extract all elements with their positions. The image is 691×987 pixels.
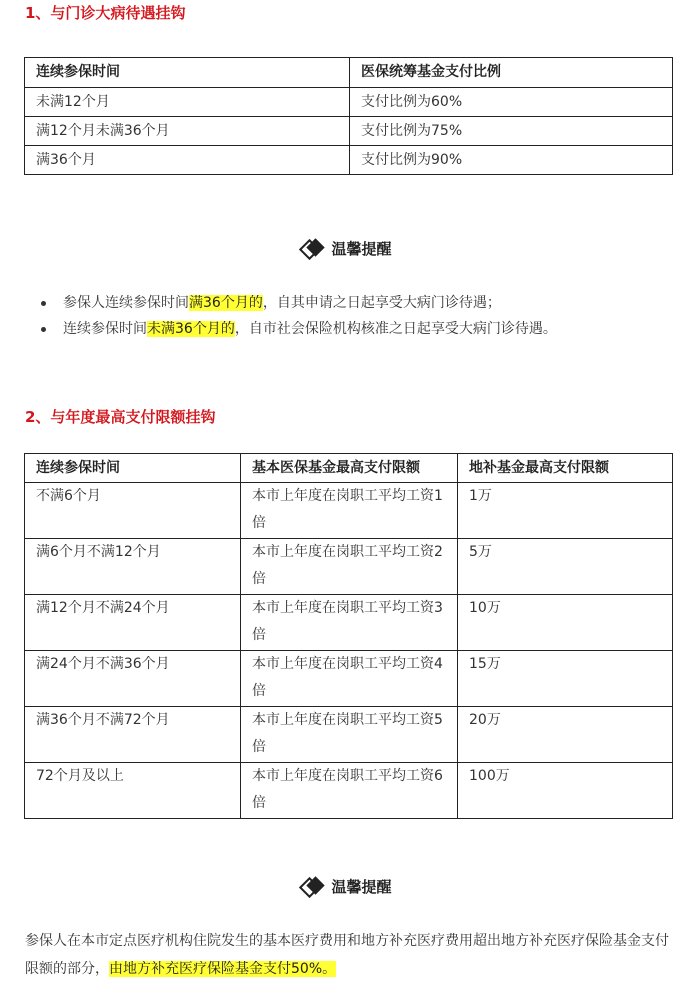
table-cell: 支付比例为75% (350, 117, 673, 146)
table-header-row (25, 454, 673, 483)
table-cell: 72个月及以上 (25, 763, 241, 819)
table-cell: 20万 (458, 707, 673, 763)
bullet-text: ，自市社会保险机构核准之日起享受大病门诊待遇。 (234, 321, 557, 337)
table-cell: 满36个月 (25, 146, 350, 175)
table-row (25, 483, 673, 539)
list-item (0, 290, 691, 316)
outpatient-ratio-table (24, 57, 673, 175)
table-header-cell: 连续参保时间 (25, 454, 241, 483)
table-cell: 满36个月不满72个月 (25, 707, 241, 763)
bullet-dot-icon (41, 327, 46, 332)
highlighted-text: 未满36个月的 (147, 321, 235, 337)
tip-title: 温馨提醒 (331, 240, 392, 258)
table-cell: 本市上年度在岗职工平均工资2倍 (241, 539, 458, 595)
diamond-icon (299, 877, 325, 895)
table-cell: 满12个月未满36个月 (25, 117, 350, 146)
tip-bullet-list (0, 290, 691, 342)
table-cell: 1万 (458, 483, 673, 539)
table-row (25, 651, 673, 707)
table-header-cell: 医保统筹基金支付比例 (350, 58, 673, 88)
table-row (25, 763, 673, 819)
table-cell: 不满6个月 (25, 483, 241, 539)
table-header-row (25, 58, 673, 88)
table-cell: 5万 (458, 539, 673, 595)
section-1-title: 1、与门诊大病待遇挂钩 (25, 4, 186, 22)
tip-heading-2 (0, 876, 691, 898)
tip-title: 温馨提醒 (331, 878, 392, 896)
bullet-text: 连续参保时间 (63, 321, 147, 337)
table-cell: 满12个月不满24个月 (25, 595, 241, 651)
bullet-text: ，自其申请之日起享受大病门诊待遇； (262, 295, 501, 311)
table-cell: 100万 (458, 763, 673, 819)
table-header-cell: 连续参保时间 (25, 58, 350, 88)
table-cell: 本市上年度在岗职工平均工资4倍 (241, 651, 458, 707)
list-item (0, 316, 691, 342)
section-2-title: 2、与年度最高支付限额挂钩 (25, 408, 216, 426)
table-row (25, 595, 673, 651)
table-cell: 支付比例为90% (350, 146, 673, 175)
annual-limit-table (24, 453, 673, 819)
table-cell: 本市上年度在岗职工平均工资1倍 (241, 483, 458, 539)
tip-heading-1 (0, 238, 691, 260)
table-row (25, 707, 673, 763)
table-row (25, 146, 673, 175)
tip-paragraph (25, 927, 673, 983)
table-cell: 本市上年度在岗职工平均工资3倍 (241, 595, 458, 651)
bullet-text: 参保人连续参保时间 (63, 295, 189, 311)
table-cell: 10万 (458, 595, 673, 651)
table-row (25, 117, 673, 146)
table-cell: 支付比例为60% (350, 88, 673, 117)
highlighted-text: 满36个月的 (189, 295, 263, 311)
table-cell: 未满12个月 (25, 88, 350, 117)
table-header-cell: 地补基金最高支付限额 (458, 454, 673, 483)
table-cell: 满6个月不满12个月 (25, 539, 241, 595)
table-cell: 本市上年度在岗职工平均工资6倍 (241, 763, 458, 819)
table-cell: 本市上年度在岗职工平均工资5倍 (241, 707, 458, 763)
table-cell: 15万 (458, 651, 673, 707)
table-cell: 满24个月不满36个月 (25, 651, 241, 707)
highlighted-text: 由地方补充医疗保险基金支付50%。 (109, 961, 337, 977)
table-header-cell: 基本医保基金最高支付限额 (241, 454, 458, 483)
table-row (25, 539, 673, 595)
diamond-icon (299, 239, 325, 257)
table-row (25, 88, 673, 117)
paragraph-text: 参保人在本市定点医疗机构住院发生的基本医疗费用和地方补充医疗费用超出地方补充医疗保险基金支付限额的部分， (25, 933, 669, 977)
bullet-dot-icon (41, 301, 46, 306)
